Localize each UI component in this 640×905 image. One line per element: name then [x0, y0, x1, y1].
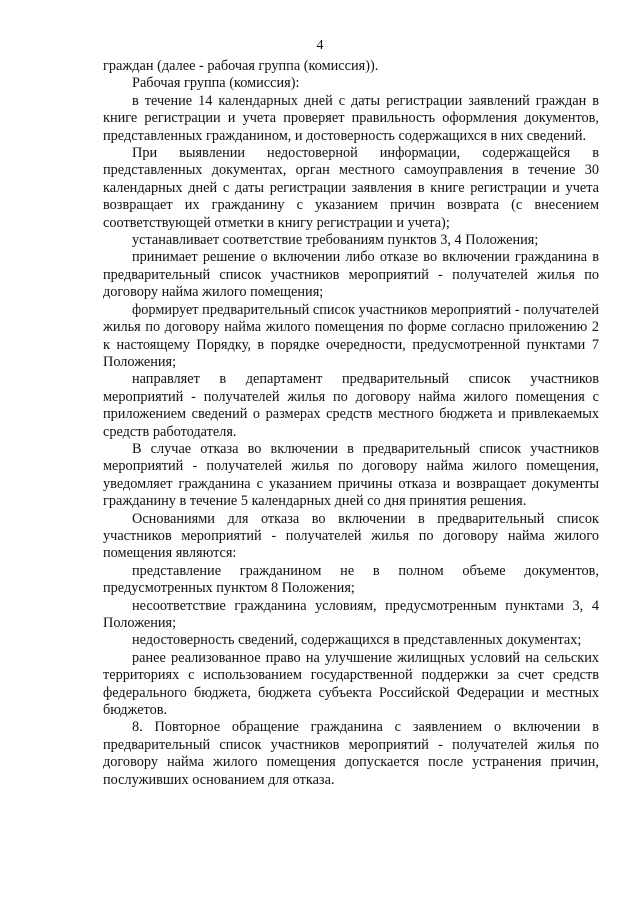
paragraph-ground-unreliable-data: недостоверность сведений, содержащихся в представленных документах; [132, 632, 582, 649]
paragraph-ground-incomplete-documents: представление гражданином не в полном объеме документов, предусмотренных пунктом 8 Положения; [103, 562, 599, 597]
paragraph-refusal-notice: В случае отказа во включении в предварительный список участников мероприятий - получателей жилья по договору найма жилого помещения, уведомляет гражданина с указанием причины отказа и возвращает документы гражданину в течение 5 календарных дней со дня принятия решения. [103, 440, 599, 510]
page-number: 4 [316, 38, 324, 53]
paragraph-verification-period: в течение 14 календарных дней с даты регистрации заявлений граждан в книге регистрации и учета проверяет правильность оформления документов, представленных гражданином, и достоверность содержащихся в них сведений. [103, 92, 599, 144]
document-body [103, 58, 599, 789]
paragraph-unreliable-information: При выявлении недостоверной информации, содержащейся в представленных документах, орган местного самоуправления в течение 30 календарных дней с даты регистрации заявления в книге регистрации и учета возвращает их гражданину с указанием причин возврата (с внесением соответствующей отметки в книгу регистрации и учета); [103, 145, 599, 231]
paragraph-inclusion-decision: принимает решение о включении либо отказе во включении гражданина в предварительный список участников мероприятий - получателей жилья по договору найма жилого помещения; [103, 249, 599, 301]
paragraph-working-group-heading: Рабочая группа (комиссия): [132, 75, 300, 92]
paragraph-ground-previously-used-right: ранее реализованное право на улучшение жилищных условий на сельских территориях с использованием государственной поддержки за счет средств федерального бюджета, бюджета субъекта Российской Федерации и местных бюджетов. [103, 649, 599, 719]
paragraph-sends-list: направляет в департамент предварительный список участников мероприятий - получателей жилья по договору найма жилого помещения с приложением сведений о размерах средств местного бюджета и привлекаемых средств работодателя. [103, 371, 599, 440]
paragraph-continuation: граждан (далее - рабочая группа (комиссия)). [103, 58, 379, 74]
paragraph-repeat-application: 8. Повторное обращение гражданина с заявлением о включении в предварительный список участников мероприятий - получателей жилья по договору найма жилого помещения допускается после устранения причин, послуживших основанием для отказа. [103, 719, 599, 788]
paragraph-forms-list: формирует предварительный список участников мероприятий - получателей жилья по договору найма жилого помещения по форме согласно приложению 2 к настоящему Порядку, в порядке очередности, предусмотренной пунктами 7 Положения; [103, 301, 599, 370]
paragraph-refusal-grounds: Основаниями для отказа во включении в предварительный список участников мероприятий - получателей жилья по договору найма жилого помещения являются: [103, 510, 599, 562]
paragraph-compliance-check: устанавливает соответствие требованиям пунктов 3, 4 Положения; [132, 232, 539, 249]
paragraph-ground-nonconformity: несоответствие гражданина условиям, предусмотренным пунктами 3, 4 Положения; [103, 597, 599, 631]
